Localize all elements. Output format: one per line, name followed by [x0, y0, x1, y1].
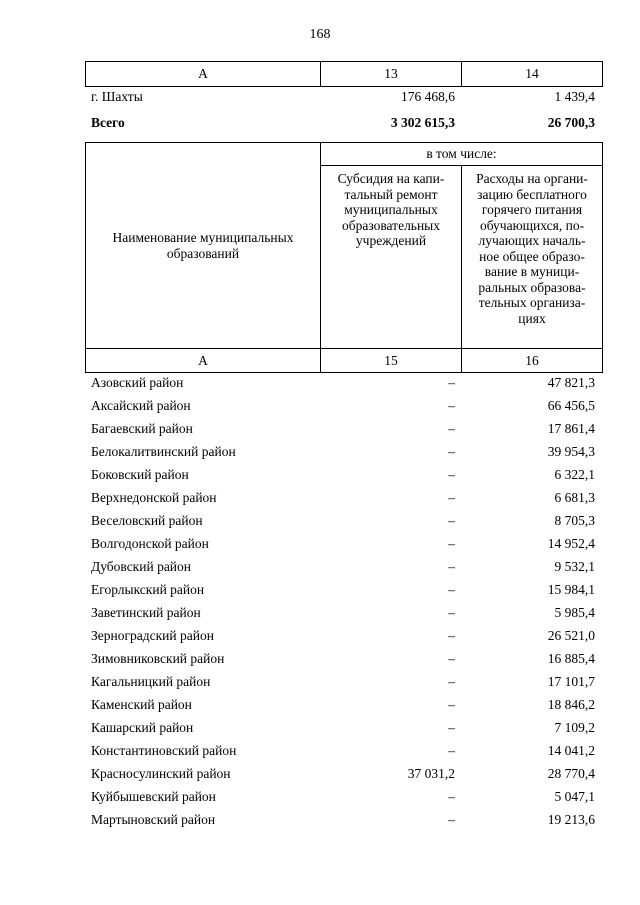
row-name: Красносулинский район — [91, 766, 231, 781]
col-15-description-text: Субсидия на капи- тальный ремонт муниципальных образовательных учреждений — [337, 171, 445, 249]
row-value-16: 5 047,1 — [554, 789, 595, 804]
row-value-16: 5 985,4 — [554, 605, 595, 620]
row-name: Кашарский район — [91, 720, 194, 735]
col-15-label: 15 — [321, 349, 462, 373]
row-name: Мартыновский район — [91, 812, 216, 827]
row-name: Азовский район — [91, 375, 184, 390]
row-name: Дубовский район — [91, 559, 192, 574]
row-value-16: 14 041,2 — [547, 743, 595, 758]
row-value-16: 6 681,3 — [554, 490, 595, 505]
table-row — [85, 532, 601, 555]
col-16-description-text: Расходы на органи- зацию бесплатного горячего питания обучающихся, по- лучающих началь- ное общее образо- вание в муници- pальных образова- тельных организа- циях — [476, 171, 588, 326]
total-label: Всего — [91, 115, 125, 130]
row-value-15: – — [448, 697, 455, 712]
row-value-16: 6 322,1 — [554, 467, 595, 482]
including-header: в том числе: — [321, 143, 603, 166]
col-a-label: А — [86, 349, 321, 373]
table-row — [85, 647, 601, 670]
row-value-15: – — [448, 536, 455, 551]
row-name: г. Шахты — [91, 89, 143, 104]
table-row — [85, 371, 601, 394]
row-value-16: 66 456,5 — [547, 398, 595, 413]
page-number: 168 — [309, 27, 331, 42]
table-row — [85, 417, 601, 440]
row-value-15: 37 031,2 — [407, 766, 455, 781]
col-16-description — [462, 166, 603, 349]
row-value-16: 15 984,1 — [547, 582, 595, 597]
data-rows — [85, 371, 601, 831]
row-value-15: – — [448, 398, 455, 413]
summary-row — [85, 89, 601, 109]
row-value-15: – — [448, 674, 455, 689]
main-table-header — [85, 142, 603, 373]
row-value-16: 26 521,0 — [547, 628, 595, 643]
row-value-15: – — [448, 582, 455, 597]
row-name: Волгодонской район — [91, 536, 209, 551]
row-value-16: 39 954,3 — [547, 444, 595, 459]
row-name: Егорлыкский район — [91, 582, 205, 597]
table-row — [85, 394, 601, 417]
table-row — [85, 440, 601, 463]
row-name: Верхнедонской район — [91, 490, 217, 505]
row-name: Константиновский район — [91, 743, 237, 758]
row-value-15: – — [448, 444, 455, 459]
row-value-15: – — [448, 605, 455, 620]
top-column-header — [85, 61, 603, 87]
table-row — [85, 624, 601, 647]
table-row — [85, 808, 601, 831]
row-value-16: 28 770,4 — [547, 766, 595, 781]
table-row — [85, 601, 601, 624]
row-value-16: 19 213,6 — [547, 812, 595, 827]
row-name: Каменский район — [91, 697, 192, 712]
row-value-13: 176 468,6 — [401, 89, 455, 104]
total-value-14: 26 700,3 — [547, 115, 595, 130]
table-row — [85, 762, 601, 785]
row-value-16: 47 821,3 — [547, 375, 595, 390]
row-value-16: 18 846,2 — [547, 697, 595, 712]
row-value-16: 9 532,1 — [554, 559, 595, 574]
col-13-header: 13 — [321, 62, 462, 87]
table-row — [85, 785, 601, 808]
row-name: Боковский район — [91, 467, 189, 482]
table-row — [85, 670, 601, 693]
row-value-15: – — [448, 743, 455, 758]
row-name: Куйбышевский район — [91, 789, 216, 804]
table-row — [85, 578, 601, 601]
row-value-16: 16 885,4 — [547, 651, 595, 666]
table-row — [85, 486, 601, 509]
row-value-16: 8 705,3 — [554, 513, 595, 528]
row-name: Белокалитвинский район — [91, 444, 236, 459]
row-name: Зимовниковский район — [91, 651, 225, 666]
row-value-16: 14 952,4 — [547, 536, 595, 551]
municipality-name-header: Наименование муниципальных образований — [86, 143, 321, 349]
row-value-15: – — [448, 720, 455, 735]
total-row — [85, 115, 601, 135]
row-value-15: – — [448, 812, 455, 827]
col-16-label: 16 — [462, 349, 603, 373]
col-14-header: 14 — [462, 62, 603, 87]
col-15-description — [321, 166, 462, 349]
row-value-15: – — [448, 789, 455, 804]
row-value-15: – — [448, 628, 455, 643]
row-value-16: 7 109,2 — [554, 720, 595, 735]
table-row — [85, 693, 601, 716]
total-value-13: 3 302 615,3 — [390, 115, 455, 130]
row-name: Кагальницкий район — [91, 674, 211, 689]
table-row — [85, 716, 601, 739]
row-value-15: – — [448, 490, 455, 505]
row-value-15: – — [448, 421, 455, 436]
row-value-16: 17 861,4 — [547, 421, 595, 436]
row-value-15: – — [448, 467, 455, 482]
row-value-15: – — [448, 513, 455, 528]
table-row — [85, 555, 601, 578]
row-name: Зерноградский район — [91, 628, 214, 643]
row-value-15: – — [448, 375, 455, 390]
table-row — [85, 509, 601, 532]
row-value-14: 1 439,4 — [554, 89, 595, 104]
row-name: Аксайский район — [91, 398, 191, 413]
row-value-15: – — [448, 651, 455, 666]
row-value-15: – — [448, 559, 455, 574]
row-name: Заветинский район — [91, 605, 201, 620]
row-value-16: 17 101,7 — [547, 674, 595, 689]
col-a-header: А — [86, 62, 321, 87]
table-row — [85, 463, 601, 486]
row-name: Багаевский район — [91, 421, 193, 436]
table-row — [85, 739, 601, 762]
row-name: Веселовский район — [91, 513, 203, 528]
